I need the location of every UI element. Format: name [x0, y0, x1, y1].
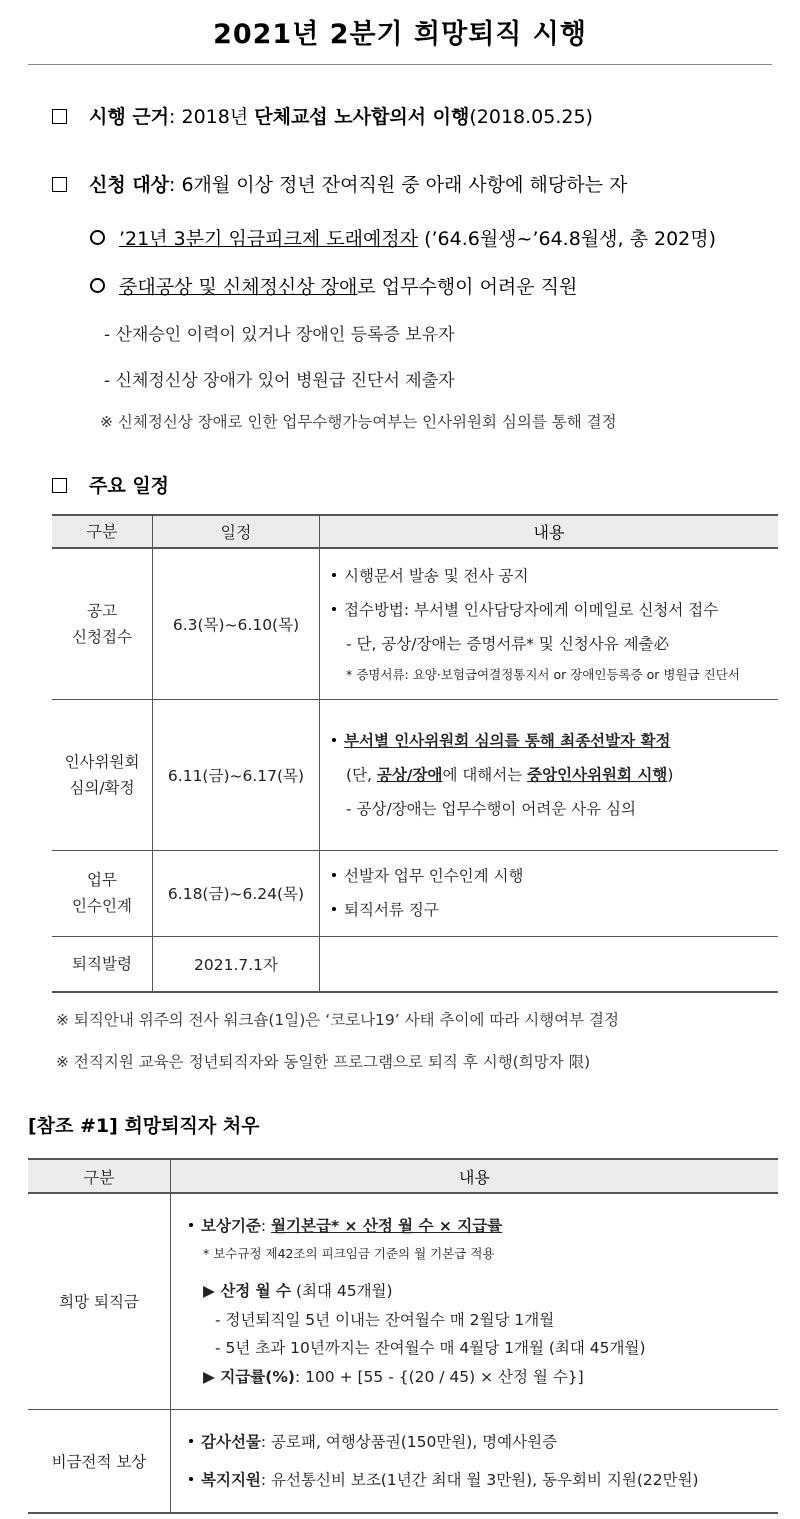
- content-text: :: [260, 1217, 272, 1236]
- target-item1-rest: (’64.6월생~’64.8월생, 총 202명): [418, 228, 717, 250]
- table-header-row: [28, 1159, 778, 1193]
- category-line: 업무: [87, 871, 117, 889]
- category-line: 퇴직발령: [72, 954, 132, 973]
- basis-text-pre: 2018년: [175, 106, 255, 128]
- table-row: [28, 1193, 778, 1409]
- target-item-2: [90, 272, 577, 299]
- content-line: [332, 724, 777, 758]
- content-text: 부서별 인사위원회 심의를 통해 최종선발자 확정: [344, 731, 671, 750]
- category-line: 심의/확정: [69, 778, 135, 797]
- category-line: 인사위원회: [64, 752, 140, 771]
- target-item2-rest: 로 업무수행이 어려운 직원: [357, 276, 578, 298]
- header-content: 내용: [320, 515, 779, 548]
- row-category: [52, 548, 153, 699]
- content-text: ▶ 산정 월 수: [203, 1282, 292, 1301]
- row-category: [52, 850, 153, 936]
- category-line: 인수인계: [72, 897, 132, 915]
- row-date: 6.11(금)~6.17(목): [153, 699, 320, 850]
- row-category: [52, 699, 153, 850]
- content-text: 접수방법: 부서별 인사담당자에게 이메일로 신청서 접수: [344, 600, 719, 619]
- content-text: : 100 + [55 - {(20 / 45) × 산정 월 수}]: [294, 1368, 584, 1387]
- schedule-note-1: ※ 퇴직안내 위주의 전사 워크숍(1일)은 ‘코로나19’ 사태 추이에 따라 시행여부 결정: [56, 1011, 619, 1029]
- content-text: ): [667, 765, 674, 784]
- checkbox-square-icon: [52, 109, 67, 124]
- content-text: 선발자 업무 인수인계 시행: [344, 867, 524, 885]
- bullet-icon: [332, 573, 336, 577]
- target-text: : 6개월 이상 정년 잔여직원 중 아래 사항에 해당하는 자: [169, 174, 628, 196]
- content-line: - 공상/장애는 업무수행이 어려운 사유 심의: [346, 799, 636, 818]
- content-line: [189, 1276, 777, 1306]
- row-content: [320, 936, 779, 992]
- row-content: [320, 699, 779, 850]
- row-category: 비금전적 보상: [28, 1409, 171, 1513]
- table-row: [28, 1409, 778, 1513]
- content-text: (최대 45개월): [291, 1282, 393, 1301]
- row-category: 희망 퇴직금: [28, 1193, 171, 1409]
- content-text: ▶ 지급률(%): [203, 1368, 295, 1387]
- target-note: ※ 신체정신상 장애로 인한 업무수행가능여부는 인사위원회 심의를 통해 결정: [100, 413, 617, 431]
- header-date: 일정: [153, 515, 320, 548]
- content-line: - 정년퇴직일 5년 이내는 잔여월수 매 2월당 1개월: [215, 1311, 555, 1330]
- table-row: [52, 699, 778, 850]
- content-text: (단,: [346, 765, 377, 784]
- row-content: [320, 850, 779, 936]
- table-row: [52, 850, 778, 936]
- section-target: [52, 170, 627, 197]
- content-note: * 증명서류: 요양·보험급여결정통지서 or 장애인등록증 or 병원급 진단서: [346, 666, 740, 682]
- basis-text-post: (2018.05.25): [469, 106, 593, 128]
- reference-table: [28, 1158, 778, 1514]
- table-row: [52, 936, 778, 992]
- content-line: [189, 1362, 777, 1392]
- row-date: 2021.7.1자: [153, 936, 320, 992]
- content-text: 보상기준: [201, 1217, 261, 1236]
- header-content: 내용: [171, 1159, 779, 1193]
- circle-bullet-icon: [90, 230, 105, 245]
- page-title: 2021년 2분기 희망퇴직 시행: [213, 19, 587, 50]
- table-row: [52, 548, 778, 699]
- content-line: [332, 593, 777, 627]
- content-line: [332, 893, 777, 927]
- title-divider: [28, 64, 772, 65]
- target-item1-underlined: ’21년 3분기 임금피크제 도래예정자: [119, 228, 419, 250]
- row-content: [320, 548, 779, 699]
- content-line: - 5년 초과 10년까지는 잔여월수 매 4월당 1개월 (최대 45개월): [215, 1339, 646, 1358]
- content-text: 퇴직서류 징구: [344, 901, 439, 919]
- content-line: [332, 559, 777, 593]
- checkbox-square-icon: [52, 177, 67, 192]
- schedule-label: 주요 일정: [89, 475, 170, 497]
- content-line: [189, 1423, 777, 1461]
- reference-title: [참조 #1] 희망퇴직자 처우: [28, 1115, 260, 1137]
- header-category: 구분: [28, 1159, 171, 1193]
- content-text: : 공로패, 여행상품권(150만원), 명예사원증: [260, 1432, 558, 1451]
- schedule-table: [52, 514, 778, 993]
- bullet-icon: [189, 1477, 193, 1481]
- content-line: [332, 859, 777, 893]
- bullet-icon: [332, 907, 336, 911]
- content-text: 복지지원: [201, 1470, 261, 1489]
- section-schedule: [52, 471, 169, 498]
- content-text: 월기본급* × 산정 월 수 × 지급률: [271, 1217, 503, 1236]
- content-text: 감사선물: [201, 1432, 261, 1451]
- content-text: 시행문서 발송 및 전사 공지: [344, 566, 529, 585]
- row-date: 6.18(금)~6.24(목): [153, 850, 320, 936]
- target-sub-2: - 신체정신상 장애가 있어 병원급 진단서 제출자: [104, 371, 455, 391]
- bullet-icon: [332, 738, 336, 742]
- row-content: [171, 1193, 779, 1409]
- row-date: 6.3(목)~6.10(목): [153, 548, 320, 699]
- target-item-1: [90, 224, 716, 251]
- row-category: [52, 936, 153, 992]
- bullet-icon: [332, 873, 336, 877]
- content-line: [189, 1210, 777, 1242]
- row-content: [171, 1409, 779, 1513]
- target-sub-1: - 산재승인 이력이 있거나 장애인 등록증 보유자: [104, 325, 455, 345]
- schedule-note-2: ※ 전직지원 교육은 정년퇴직자와 동일한 프로그램으로 퇴직 후 시행(희망자 限): [56, 1053, 591, 1071]
- target-label: 신청 대상: [89, 174, 170, 196]
- content-text: : 유선통신비 보조(1년간 최대 월 3만원), 동우회비 지원(22만원): [260, 1470, 699, 1489]
- circle-bullet-icon: [90, 278, 105, 293]
- bullet-icon: [189, 1439, 193, 1443]
- target-item2-underlined: 중대공상 및 신체정신상 장애: [119, 276, 358, 298]
- checkbox-square-icon: [52, 478, 67, 493]
- header-category: 구분: [52, 515, 153, 548]
- basis-text-bold: 단체교섭 노사합의서 이행: [254, 106, 470, 128]
- content-text: 공상/장애: [376, 765, 443, 784]
- section-basis: [52, 102, 593, 129]
- basis-label: 시행 근거: [89, 106, 170, 128]
- table-header-row: [52, 515, 778, 548]
- content-line: - 단, 공상/장애는 증명서류* 및 신청사유 제출必: [346, 634, 670, 653]
- content-text: 에 대해서는: [442, 765, 528, 784]
- bullet-icon: [332, 607, 336, 611]
- category-line: 공고: [87, 601, 117, 620]
- category-line: 신청접수: [72, 627, 132, 646]
- bullet-icon: [189, 1223, 193, 1227]
- content-note: * 보수규정 제42조의 피크임금 기준의 월 기본급 적용: [203, 1246, 495, 1262]
- content-text: 중앙인사위원회 시행: [527, 765, 668, 784]
- basis-sep: :: [169, 106, 176, 128]
- content-line: [189, 1461, 777, 1499]
- content-line: [332, 758, 777, 792]
